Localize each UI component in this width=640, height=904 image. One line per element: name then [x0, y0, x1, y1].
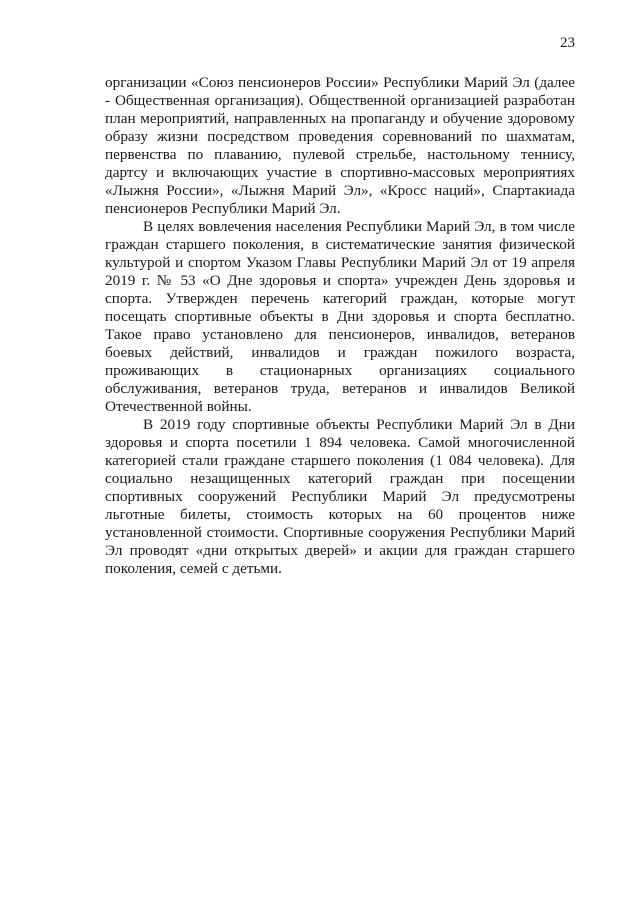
- paragraph-2: В целях вовлечения населения Республики Марий Эл, в том числе граждан старшего поколения, в систематические занятия физической культурой и спортом Указом Главы Республики Марий Эл от 19 апреля 2019 г. № 53 «О Дне здоровья и спорта» учрежден День здоровья и спорта. Утвержден перечень категорий граждан, которые могут посещать спортивные объекты в Дни здоровья и спорта бесплатно. Такое право установлено для пенсионеров, инвалидов, ветеранов боевых действий, инвалидов и граждан пожилого возраста, проживающих в стационарных организациях социального обслуживания, ветеранов труда, ветеранов и инвалидов Великой Отечественной войны.: [105, 218, 575, 415]
- paragraph-1: организации «Союз пенсионеров России» Республики Марий Эл (далее - Общественная организация). Общественной организацией разработан план мероприятий, направленных на пропаганду и обучение здоровому образу жизни посредством проведения соревнований по шахматам, первенства по плаванию, пулевой стрельбе, настольному теннису, дартсу и включающих участие в спортивно-массовых мероприятиях «Лыжня России», «Лыжня Марий Эл», «Кросс наций», Спартакиада пенсионеров Республики Марий Эл.: [105, 74, 575, 217]
- paragraph-3: В 2019 году спортивные объекты Республики Марий Эл в Дни здоровья и спорта посетили 1 894 человека. Самой многочисленной категорией стали граждане старшего поколения (1 084 человека). Для социально незащищенных категорий граждан при посещении спортивных сооружений Республики Марий Эл предусмотрены льготные билеты, стоимость которых на 60 процентов ниже установленной стоимости. Спортивные сооружения Республики Марий Эл проводят «дни открытых дверей» и акции для граждан старшего поколения, семей с детьми.: [105, 416, 575, 577]
- document-body: [105, 74, 575, 578]
- page-number: 23: [560, 35, 575, 51]
